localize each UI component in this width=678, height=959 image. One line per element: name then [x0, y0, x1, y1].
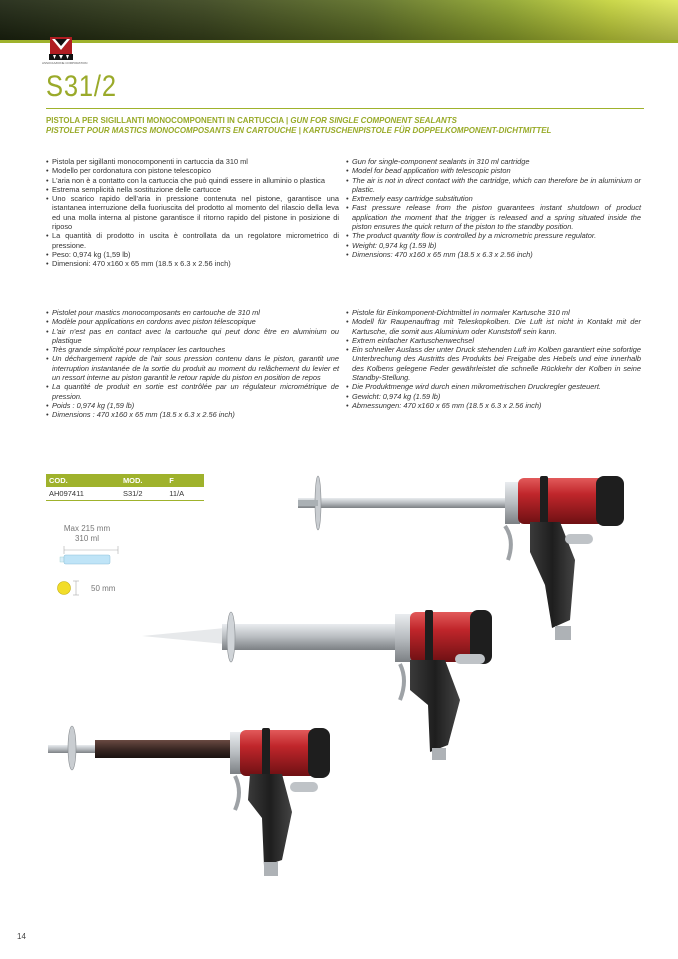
french-description [46, 308, 339, 420]
subtitle-english: GUN FOR SINGLE COMPONENT SEALANTS [290, 115, 457, 125]
list-item: • Ein schneller Auslass der unter Druck stehenden Luft im Kolben garantiert eine sofortige Unterbrechung des Austritts des Produkts bei Freigabe des Hebels und eine innerhalb des Kolbens gelegene Feder gewährleistet die schnelle Rückkehr der Kolben in seine Standby-Stellung. [346, 345, 641, 382]
list-item: • La quantità di prodotto in uscita è controllata da un regolatore micrometrico di pressione. [46, 231, 339, 250]
list-item: • Modèle pour applications en cordons avec piston télescopique [46, 317, 339, 326]
list-item: • Poids : 0,974 kg (1,59 lb) [46, 401, 339, 410]
product-photos [0, 460, 678, 890]
list-item: • Die Produktmenge wird durch einen mikrometrischen Druckregler gesteuert. [346, 382, 641, 391]
list-item: • Gewicht: 0,974 kg (1.59 lb) [346, 392, 641, 401]
max-length-text: Max 215 mm [63, 524, 111, 533]
list-item: • Peso: 0,974 kg (1,59 lb) [46, 250, 339, 259]
list-item: • Modello per cordonatura con pistone telescopico [46, 166, 339, 175]
list-item: • Dimensions: 470 x160 x 65 mm (18.5 x 6.3 x 2.56 inch) [346, 250, 641, 259]
list-item: • Fast pressure release from the piston guarantees instant shutdown of product application the moment that the trigger is released and a spring situated inside the piston ensures the quick return of the piston to the standby position. [346, 203, 641, 231]
italian-description [46, 157, 339, 269]
column-header: F [166, 474, 204, 487]
german-description [346, 308, 641, 410]
table-cell: AH097411 [46, 487, 120, 501]
list-item: • Estrema semplicità nella sostituzione delle cartucce [46, 185, 339, 194]
table-cell: S31/2 [120, 487, 166, 501]
list-item: • Très grande simplicité pour remplacer les cartouches [46, 345, 339, 354]
product-subtitle [46, 115, 616, 135]
cartridge-diameter-label: 50 mm [91, 584, 116, 593]
subtitle-italian: PISTOLA PER SIGILLANTI MONOCOMPONENTI IN CARTUCCIA | [46, 115, 291, 125]
list-item: • The product quantity flow is controlled by a micrometric pressure regulator. [346, 231, 641, 240]
table-cell: 11/A [166, 487, 204, 501]
column-header: COD. [46, 474, 120, 487]
list-item: • Uno scarico rapido dell'aria in pressione contenuta nel pistone, garantisce una istantanea interruzione della fuoriuscita del prodotto al momento del rilascio della leva ed una molla interna al pistone garantisce il ritorno rapido del pistone in posizione di riposo [46, 194, 339, 231]
subtitle-french-german: PISTOLET POUR MASTICS MONOCOMPOSANTS EN CARTOUCHE | KARTUSCHENPISTOLE FÜR DOPPELKOMPONENT-DICHTMITTEL [46, 125, 552, 135]
list-item: • Model for bead application with telescopic piston [346, 166, 641, 175]
list-item: • Abmessungen: 470 x160 x 65 mm (18.5 x 6.3 x 2.56 inch) [346, 401, 641, 410]
list-item: • Weight: 0,974 kg (1.59 lb) [346, 241, 641, 250]
list-item: • La quantité de produit en sortie est contrôlée par un régulateur micrométrique de pression. [46, 382, 339, 401]
list-item: • Pistole für Einkomponent-Dichtmittel in normaler Kartusche 310 ml [346, 308, 641, 317]
list-item: • Gun for single-component sealants in 310 ml cartridge [346, 157, 641, 166]
column-header: MOD. [120, 474, 166, 487]
list-item: • Extrem einfacher Kartuschenwechsel [346, 336, 641, 345]
list-item: • Pistolet pour mastics monocomposants en cartouche de 310 ml [46, 308, 339, 317]
list-item: • Modell für Raupenauftrag mit Teleskopkolben. Die Luft ist nicht in Kontakt mit der Kartusche, die somit aus Aluminium oder Kunststoff sein kann. [346, 317, 641, 336]
list-item: • L'aria non è a contatto con la cartuccia che può quindi essere in alluminio o plastica [46, 176, 339, 185]
english-description [346, 157, 641, 259]
logo-caption: ASSOCIAZIONE CORPORATION [42, 61, 88, 65]
volume-text: 310 ml [74, 534, 99, 543]
list-item: • Dimensions : 470 x160 x 65 mm (18.5 x 6.3 x 2.56 inch) [46, 410, 339, 419]
list-item: • Dimensioni: 470 x160 x 65 mm (18.5 x 6.3 x 2.56 inch) [46, 259, 339, 268]
list-item: • Extremely easy cartridge substitution [346, 194, 641, 203]
title-divider [46, 108, 644, 109]
list-item: • L'air n'est pas en contact avec la cartouche qui peut donc être en aluminium ou plastique [46, 327, 339, 346]
header-rule [0, 40, 678, 43]
page-number: 14 [17, 932, 26, 941]
list-item: • Pistola per sigillanti monocomponenti in cartuccia da 310 ml [46, 157, 339, 166]
page-title: S31/2 [46, 70, 117, 103]
list-item: • Un déchargement rapide de l'air sous pression contenu dans le piston, garantit une interruption instantanée de la sortie du produit au moment du relâchement du levier et un ressort interne au piston garantit le retour rapide du piston en position de repos [46, 354, 339, 382]
brand-logo [46, 34, 76, 64]
header-banner [0, 0, 678, 40]
list-item: • The air is not in direct contact with the cartridge, which can therefore be in aluminium or plastic. [346, 176, 641, 195]
sealant-gun-bottom [48, 726, 330, 876]
